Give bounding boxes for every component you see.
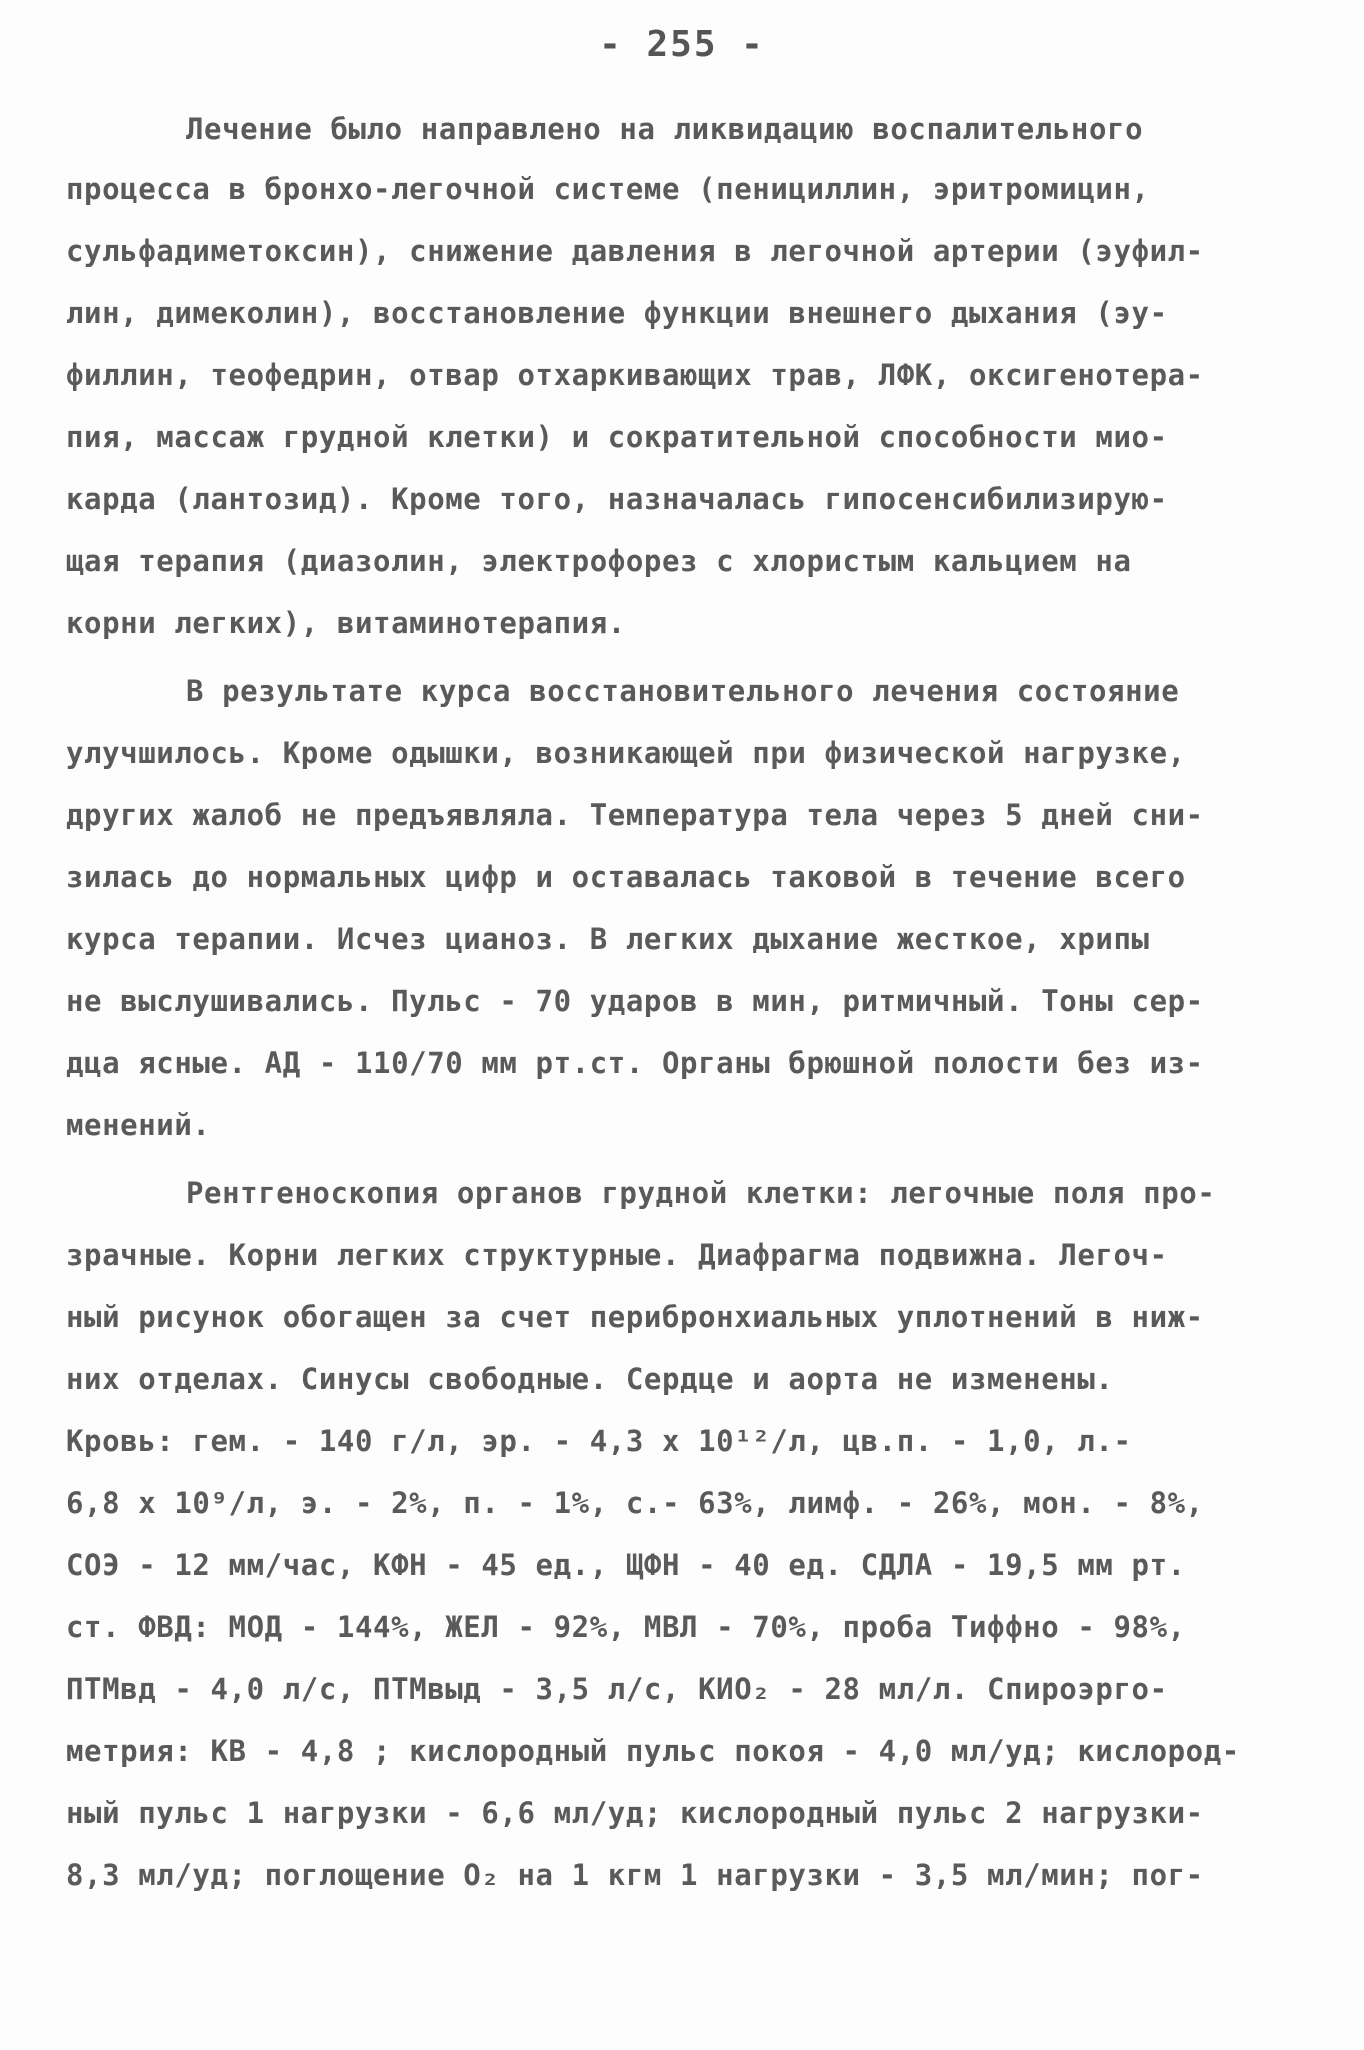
text-line: ПТМвд - 4,0 л/с, ПТМвыд - 3,5 л/с, КИО₂ - 28 мл/л. Спироэрго-	[66, 1672, 1168, 1706]
text-line: метрия: КВ - 4,8 ; кислородный пульс покоя - 4,0 мл/уд; кислород-	[66, 1734, 1240, 1768]
text-line: карда (лантозид). Кроме того, назначалась гипосенсибилизирую-	[66, 482, 1168, 516]
text-line: СОЭ - 12 мм/час, КФН - 45 ед., ЩФН - 40 ед. СДЛА - 19,5 мм рт.	[66, 1548, 1186, 1582]
text-line: других жалоб не предъявляла. Температура тела через 5 дней сни-	[66, 798, 1204, 832]
text-line: дца ясные. АД - 110/70 мм рт.ст. Органы брюшной полости без из-	[66, 1046, 1204, 1080]
text-line: зилась до нормальных цифр и оставалась таковой в течение всего	[66, 860, 1186, 894]
text-line: В результате курса восстановительного лечения состояние	[186, 674, 1180, 708]
text-line: ст. ФВД: МОД - 144%, ЖЕЛ - 92%, МВЛ - 70%, проба Тиффно - 98%,	[66, 1610, 1186, 1644]
text-line: ный пульс 1 нагрузки - 6,6 мл/уд; кислородный пульс 2 нагрузки-	[66, 1796, 1204, 1830]
text-line: Рентгеноскопия органов грудной клетки: легочные поля про-	[186, 1176, 1216, 1210]
text-line: процесса в бронхо-легочной системе (пенициллин, эритромицин,	[66, 172, 1150, 206]
text-line: лин, димеколин), восстановление функции внешнего дыхания (эу-	[66, 296, 1168, 330]
text-line: не выслушивались. Пульс - 70 ударов в мин, ритмичный. Тоны сер-	[66, 984, 1204, 1018]
text-line: Лечение было направлено на ликвидацию воспалительного	[186, 112, 1144, 146]
text-line: менений.	[66, 1108, 211, 1142]
text-line: 6,8 x 10⁹/л, э. - 2%, п. - 1%, с.- 63%, лимф. - 26%, мон. - 8%,	[66, 1486, 1204, 1520]
text-line: улучшилось. Кроме одышки, возникающей при физической нагрузке,	[66, 736, 1186, 770]
text-line: сульфадиметоксин), снижение давления в легочной артерии (эуфил-	[66, 234, 1204, 268]
text-line: курса терапии. Исчез цианоз. В легких дыхание жесткое, хрипы	[66, 922, 1150, 956]
page-number: - 255 -	[599, 24, 765, 65]
text-line: щая терапия (диазолин, электрофорез с хлористым кальцием на	[66, 544, 1132, 578]
text-line: ный рисунок обогащен за счет перибронхиальных уплотнений в ниж-	[66, 1300, 1204, 1334]
text-line: пия, массаж грудной клетки) и сократительной способности мио-	[66, 420, 1168, 454]
text-line: филлин, теофедрин, отвар отхаркивающих трав, ЛФК, оксигенотера-	[66, 358, 1204, 392]
text-line: зрачные. Корни легких структурные. Диафрагма подвижна. Легоч-	[66, 1238, 1168, 1272]
text-line: 8,3 мл/уд; поглощение O₂ на 1 кгм 1 нагрузки - 3,5 мл/мин; пог-	[66, 1858, 1204, 1892]
text-line: них отделах. Синусы свободные. Сердце и аорта не изменены.	[66, 1362, 1114, 1396]
text-line: корни легких), витаминотерапия.	[66, 606, 626, 640]
text-line: Кровь: гем. - 140 г/л, эр. - 4,3 x 10¹²/л, цв.п. - 1,0, л.-	[66, 1424, 1132, 1458]
